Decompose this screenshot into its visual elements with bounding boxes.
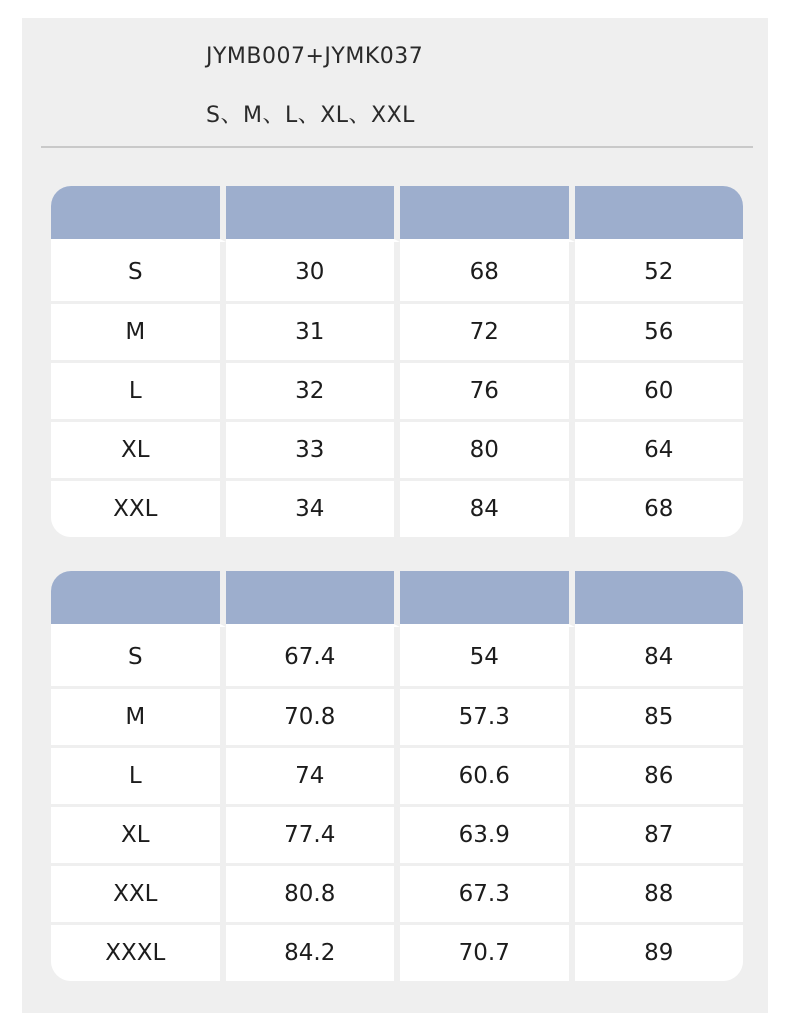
value-cell: 67.3	[400, 863, 575, 922]
value-cell: 54	[400, 627, 575, 686]
value-cell: 33	[226, 419, 401, 478]
value-cell: 74	[226, 745, 401, 804]
value-cell: 60	[575, 360, 744, 419]
header-cell	[575, 571, 744, 627]
size-cell: XL	[51, 419, 226, 478]
size-cell: XXXL	[51, 922, 226, 981]
value-cell: 77.4	[226, 804, 401, 863]
size-cell: XXL	[51, 863, 226, 922]
size-cell: M	[51, 686, 226, 745]
table-header-row	[51, 571, 743, 627]
table-row	[51, 804, 743, 863]
header-cell	[400, 571, 575, 627]
value-cell: 76	[400, 360, 575, 419]
table-row	[51, 360, 743, 419]
divider	[41, 146, 753, 148]
header-cell	[226, 186, 401, 242]
table-row	[51, 627, 743, 686]
value-cell: 70.8	[226, 686, 401, 745]
value-cell: 52	[575, 242, 744, 301]
value-cell: 68	[575, 478, 744, 537]
size-chart-panel	[22, 18, 768, 1013]
header-cell	[51, 186, 226, 242]
table-row	[51, 478, 743, 537]
table-row	[51, 301, 743, 360]
value-cell: 30	[226, 242, 401, 301]
size-cell: M	[51, 301, 226, 360]
value-cell: 80	[400, 419, 575, 478]
value-cell: 87	[575, 804, 744, 863]
value-cell: 34	[226, 478, 401, 537]
value-cell: 80.8	[226, 863, 401, 922]
value-cell: 67.4	[226, 627, 401, 686]
value-cell: 32	[226, 360, 401, 419]
value-cell: 31	[226, 301, 401, 360]
value-cell: 84	[400, 478, 575, 537]
value-cell: 89	[575, 922, 744, 981]
table-row	[51, 863, 743, 922]
value-cell: 57.3	[400, 686, 575, 745]
header-cell	[226, 571, 401, 627]
header-cell	[51, 571, 226, 627]
value-cell: 72	[400, 301, 575, 360]
bottom-size-table	[51, 571, 743, 981]
table-row	[51, 242, 743, 301]
header-cell	[575, 186, 744, 242]
table-row	[51, 745, 743, 804]
top-size-table	[51, 186, 743, 537]
size-cell: L	[51, 745, 226, 804]
value-cell: 63.9	[400, 804, 575, 863]
table-row	[51, 686, 743, 745]
value-cell: 70.7	[400, 922, 575, 981]
header-cell	[400, 186, 575, 242]
available-sizes: S、M、L、XL、XXL	[206, 103, 415, 128]
size-cell: L	[51, 360, 226, 419]
table-row	[51, 419, 743, 478]
size-cell: S	[51, 627, 226, 686]
model-number: JYMB007+JYMK037	[206, 44, 424, 69]
table-header-row	[51, 186, 743, 242]
value-cell: 68	[400, 242, 575, 301]
size-cell: XL	[51, 804, 226, 863]
value-cell: 85	[575, 686, 744, 745]
value-cell: 88	[575, 863, 744, 922]
table-row	[51, 922, 743, 981]
value-cell: 86	[575, 745, 744, 804]
size-cell: S	[51, 242, 226, 301]
value-cell: 64	[575, 419, 744, 478]
value-cell: 60.6	[400, 745, 575, 804]
value-cell: 84	[575, 627, 744, 686]
size-cell: XXL	[51, 478, 226, 537]
value-cell: 56	[575, 301, 744, 360]
value-cell: 84.2	[226, 922, 401, 981]
